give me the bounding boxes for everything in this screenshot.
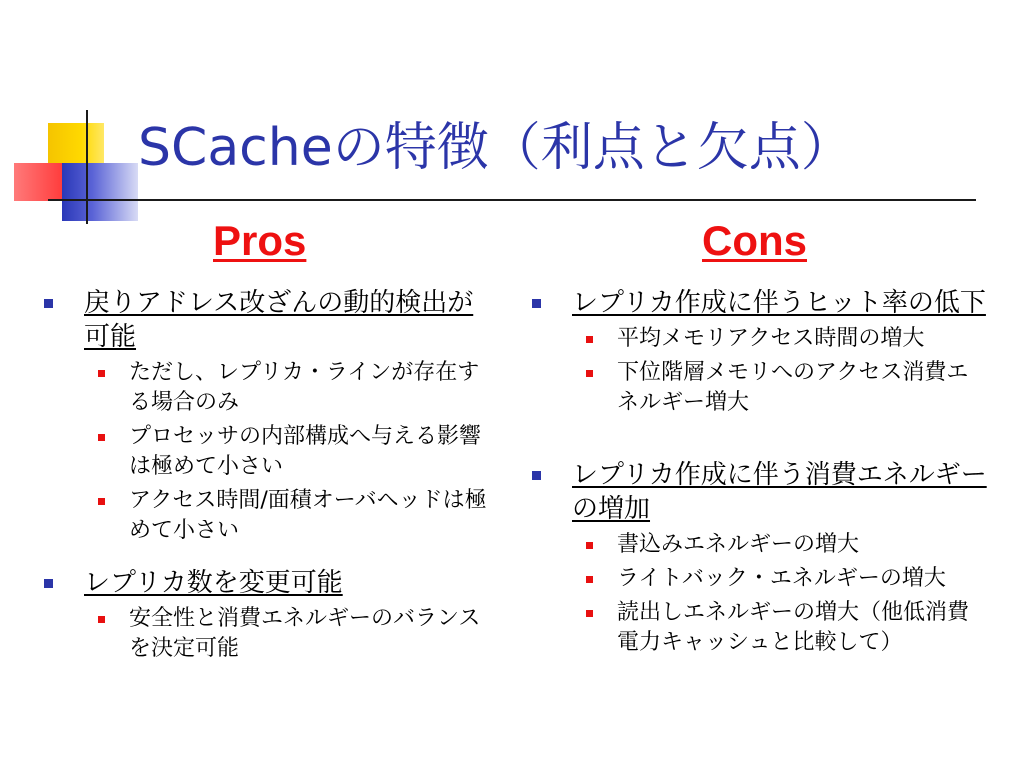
square-bullet-icon xyxy=(532,471,541,480)
square-bullet-icon xyxy=(98,434,105,441)
pros-column xyxy=(44,286,494,664)
square-bullet-icon xyxy=(98,370,105,377)
pros-subitem xyxy=(44,604,494,664)
pros-subitem-text: プロセッサの内部構成へ与える影響は極めて小さい xyxy=(129,424,482,479)
cons-item-text: レプリカ作成に伴うヒット率の低下 xyxy=(572,288,986,318)
cons-subitem xyxy=(532,598,987,658)
pros-subitem-text: ただし、レプリカ・ラインが存在する場合のみ xyxy=(129,360,480,415)
cons-subitem-text: ライトバック・エネルギーの増大 xyxy=(617,566,946,591)
decorative-blue-square xyxy=(62,163,138,221)
square-bullet-icon xyxy=(44,299,53,308)
cons-item xyxy=(532,286,987,320)
cons-subitem xyxy=(532,530,987,560)
title-underline-rule xyxy=(48,199,976,201)
decorative-vertical-line xyxy=(86,110,88,224)
pros-heading: Pros xyxy=(213,217,307,264)
cons-subitem xyxy=(532,564,987,594)
cons-subitem-text: 書込みエネルギーの増大 xyxy=(617,532,860,557)
square-bullet-icon xyxy=(44,579,53,588)
pros-subitem xyxy=(44,486,494,546)
pros-subitem-text: アクセス時間/面積オーバヘッドは極めて小さい xyxy=(129,488,487,543)
pros-item-text: 戻りアドレス改ざんの動的検出が可能 xyxy=(84,288,474,352)
pros-subitem xyxy=(44,422,494,482)
cons-item-text: レプリカ作成に伴う消費エネルギーの増加 xyxy=(572,460,987,524)
square-bullet-icon xyxy=(586,576,593,583)
pros-item-text: レプリカ数を変更可能 xyxy=(84,568,343,598)
cons-subitem-text: 読出しエネルギーの増大（他低消費電力キャッシュと比較して） xyxy=(617,600,970,655)
pros-subitem xyxy=(44,358,494,418)
cons-subitem xyxy=(532,358,987,418)
slide-title: SCacheの特徴（利点と欠点） xyxy=(138,118,853,178)
pros-item xyxy=(44,286,494,354)
pros-item xyxy=(44,566,494,600)
cons-subitem xyxy=(532,324,987,354)
cons-subitem-text: 下位階層メモリへのアクセス消費エネルギー増大 xyxy=(617,360,969,415)
square-bullet-icon xyxy=(98,616,105,623)
square-bullet-icon xyxy=(532,299,541,308)
square-bullet-icon xyxy=(586,370,593,377)
cons-item xyxy=(532,458,987,526)
square-bullet-icon xyxy=(98,498,105,505)
cons-column xyxy=(532,286,987,658)
square-bullet-icon xyxy=(586,542,593,549)
square-bullet-icon xyxy=(586,610,593,617)
square-bullet-icon xyxy=(586,336,593,343)
cons-heading: Cons xyxy=(702,217,807,264)
pros-subitem-text: 安全性と消費エネルギーのバランスを決定可能 xyxy=(129,606,481,661)
cons-subitem-text: 平均メモリアクセス時間の増大 xyxy=(617,326,925,351)
